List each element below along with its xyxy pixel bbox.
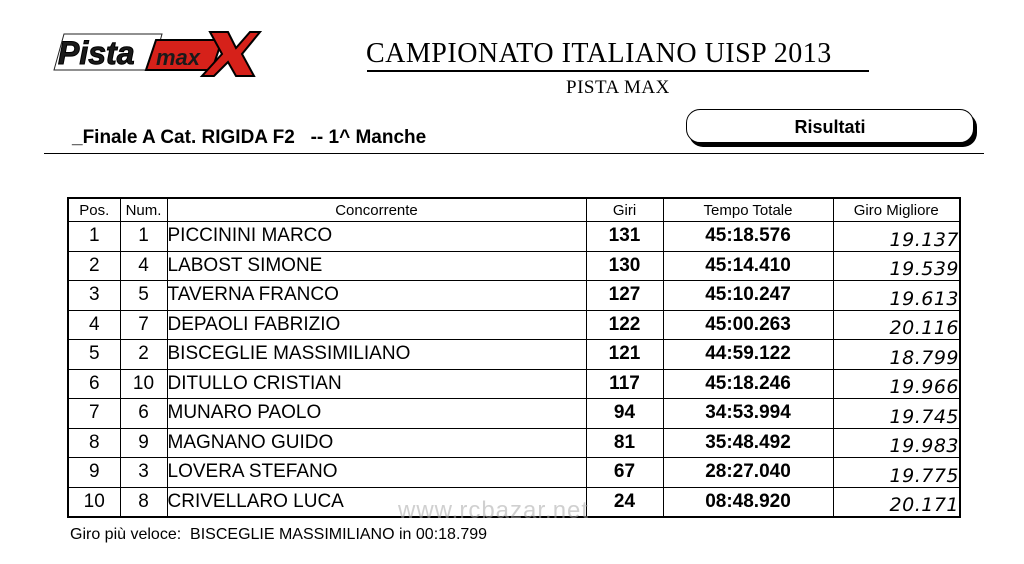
- logo-text-pista: Pista: [58, 35, 135, 71]
- col-header-laps: Giri: [586, 198, 663, 222]
- page-subtitle: PISTA MAX: [566, 77, 670, 98]
- cell-best-lap: 19.775: [833, 458, 960, 488]
- page-title: CAMPIONATO ITALIANO UISP 2013: [366, 38, 832, 69]
- cell-num: 1: [120, 222, 167, 252]
- title-underline: [367, 70, 869, 72]
- cell-total-time: 34:53.994: [663, 399, 833, 429]
- cell-best-lap: 19.137: [833, 222, 960, 252]
- cell-num: 8: [120, 487, 167, 517]
- cell-num: 9: [120, 428, 167, 458]
- cell-pos: 1: [68, 222, 120, 252]
- cell-pos: 4: [68, 310, 120, 340]
- cell-best-lap: 20.116: [833, 310, 960, 340]
- results-button[interactable]: Risultati: [686, 109, 974, 143]
- table-row: [68, 340, 960, 370]
- cell-pos: 6: [68, 369, 120, 399]
- table-row: [68, 428, 960, 458]
- cell-pos: 10: [68, 487, 120, 517]
- cell-pos: 9: [68, 458, 120, 488]
- cell-laps: 122: [586, 310, 663, 340]
- cell-laps: 94: [586, 399, 663, 429]
- fastest-lap-note: Giro più veloce: BISCEGLIE MASSIMILIANO in 00:18.799: [70, 526, 488, 543]
- race-underline: [44, 153, 984, 154]
- col-header-pos: Pos.: [68, 198, 120, 222]
- cell-driver: MAGNANO GUIDO: [167, 428, 586, 458]
- cell-total-time: 28:27.040: [663, 458, 833, 488]
- cell-num: 7: [120, 310, 167, 340]
- cell-total-time: 44:59.122: [663, 340, 833, 370]
- cell-total-time: 45:14.410: [663, 251, 833, 281]
- table-row: [68, 310, 960, 340]
- cell-laps: 67: [586, 458, 663, 488]
- cell-best-lap: 19.966: [833, 369, 960, 399]
- pistamax-logo: [50, 26, 262, 80]
- cell-total-time: 45:00.263: [663, 310, 833, 340]
- cell-driver: CRIVELLARO LUCA: [167, 487, 586, 517]
- cell-driver: TAVERNA FRANCO: [167, 281, 586, 311]
- cell-total-time: 45:18.576: [663, 222, 833, 252]
- cell-driver: DITULLO CRISTIAN: [167, 369, 586, 399]
- cell-total-time: 08:48.920: [663, 487, 833, 517]
- race-title: _Finale A Cat. RIGIDA F2 -- 1^ Manche: [72, 127, 427, 148]
- cell-best-lap: 20.171: [833, 487, 960, 517]
- pistamax-logo-svg: [50, 26, 262, 80]
- cell-num: 3: [120, 458, 167, 488]
- cell-best-lap: 19.745: [833, 399, 960, 429]
- table-header-row: [68, 198, 960, 222]
- watermark: www.rcbazar.net: [398, 497, 590, 524]
- table-row: [68, 222, 960, 252]
- cell-driver: LOVERA STEFANO: [167, 458, 586, 488]
- cell-num: 5: [120, 281, 167, 311]
- cell-num: 2: [120, 340, 167, 370]
- cell-laps: 131: [586, 222, 663, 252]
- cell-driver: LABOST SIMONE: [167, 251, 586, 281]
- cell-pos: 2: [68, 251, 120, 281]
- cell-laps: 127: [586, 281, 663, 311]
- cell-laps: 130: [586, 251, 663, 281]
- cell-driver: DEPAOLI FABRIZIO: [167, 310, 586, 340]
- cell-num: 6: [120, 399, 167, 429]
- cell-laps: 117: [586, 369, 663, 399]
- table-row: [68, 369, 960, 399]
- cell-laps: 121: [586, 340, 663, 370]
- table-row: [68, 281, 960, 311]
- cell-driver: BISCEGLIE MASSIMILIANO: [167, 340, 586, 370]
- cell-laps: 24: [586, 487, 663, 517]
- cell-num: 4: [120, 251, 167, 281]
- table-row: [68, 458, 960, 488]
- col-header-total-time: Tempo Totale: [663, 198, 833, 222]
- cell-total-time: 45:10.247: [663, 281, 833, 311]
- cell-driver: PICCININI MARCO: [167, 222, 586, 252]
- logo-text-max: max: [156, 45, 201, 70]
- cell-num: 10: [120, 369, 167, 399]
- cell-pos: 7: [68, 399, 120, 429]
- table-row: [68, 251, 960, 281]
- cell-best-lap: 18.799: [833, 340, 960, 370]
- cell-best-lap: 19.539: [833, 251, 960, 281]
- table-row: [68, 399, 960, 429]
- cell-pos: 3: [68, 281, 120, 311]
- cell-pos: 8: [68, 428, 120, 458]
- cell-best-lap: 19.613: [833, 281, 960, 311]
- col-header-best-lap: Giro Migliore: [833, 198, 960, 222]
- cell-laps: 81: [586, 428, 663, 458]
- cell-best-lap: 19.983: [833, 428, 960, 458]
- cell-pos: 5: [68, 340, 120, 370]
- cell-total-time: 35:48.492: [663, 428, 833, 458]
- col-header-num: Num.: [120, 198, 167, 222]
- cell-driver: MUNARO PAOLO: [167, 399, 586, 429]
- results-table: [67, 197, 961, 518]
- col-header-driver: Concorrente: [167, 198, 586, 222]
- cell-total-time: 45:18.246: [663, 369, 833, 399]
